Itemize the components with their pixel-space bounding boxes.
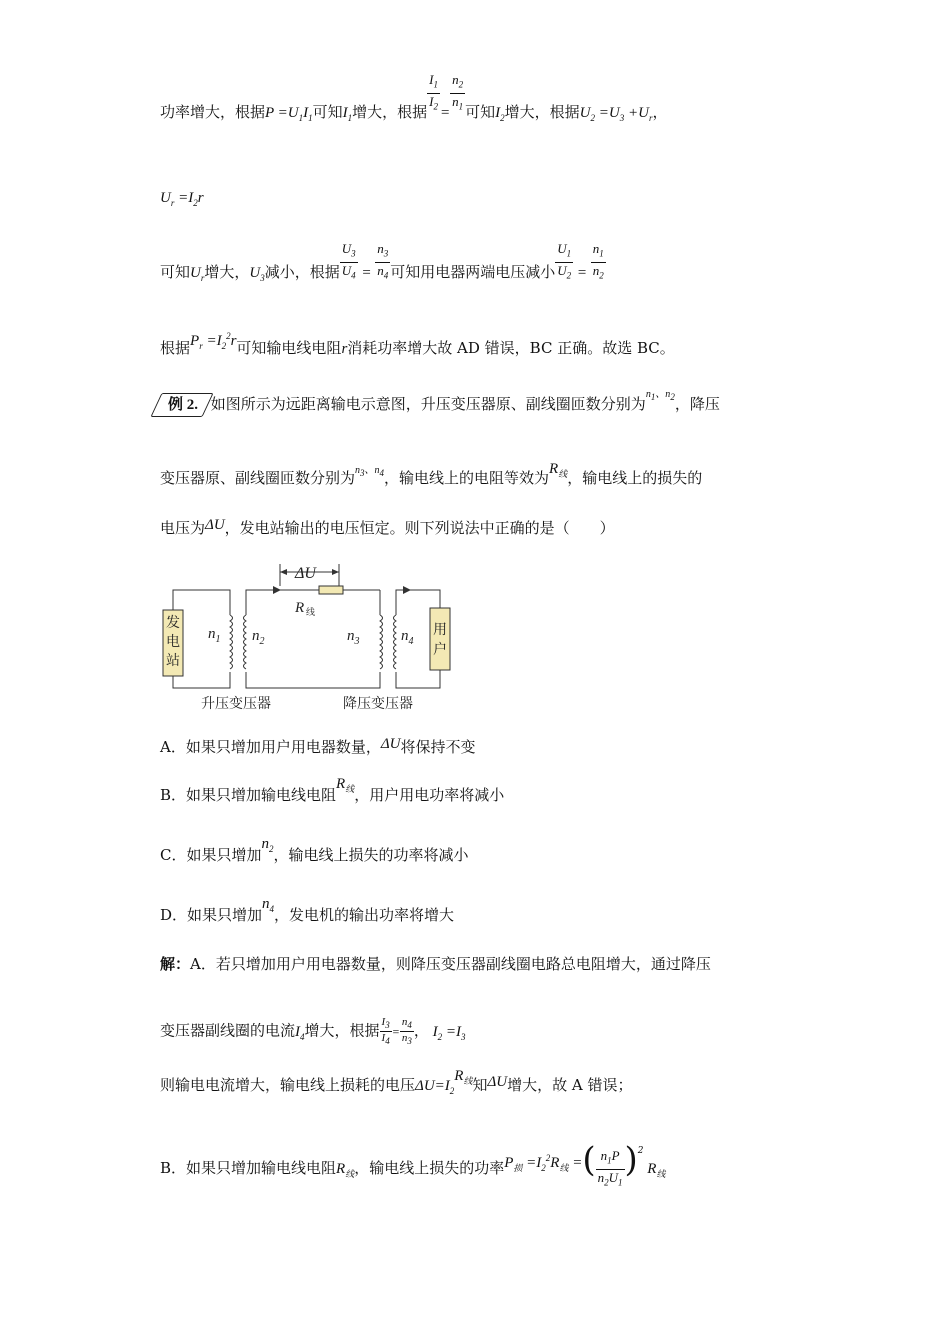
user-label: 用 bbox=[433, 622, 447, 638]
example-line-1: 例 2. 如图所示为远距离输电示意图，升压变压器原、副线圈匝数分别为$^{n_1、n_2}$，降压 bbox=[160, 394, 720, 419]
n3-label: $n_3$ bbox=[347, 628, 360, 647]
frac-u1-u2: $\frac{U_1}{U_2}$ bbox=[557, 240, 572, 281]
eq-ur: $U_r =I_2r$ bbox=[160, 190, 204, 208]
para-1: 功率增大，根据$P =U_1I_1$可知$I_1$增大，根据 $\frac{I_1}{I_2}$ = $\frac{n_2}{n_1}$ 可知$I_2$增大，根据$U_2 =U_3 +U_r$， bbox=[160, 71, 668, 123]
solution-line-3: 则输电电流增大，输电线上损耗的电压$\Delta U=I_2R_线$知ΔU增大，故 A 错误； bbox=[160, 1068, 633, 1096]
svg-text:站: 站 bbox=[166, 653, 180, 669]
delta-u-label: ΔU bbox=[295, 565, 316, 582]
frac-n2-n1: $\frac{n_2}{n_1}$ bbox=[452, 71, 464, 112]
eq-p-u1i1: $P =U_1I_1$ bbox=[265, 105, 313, 123]
n1-label: $n_1$ bbox=[208, 626, 221, 645]
step-down-caption: 降压变压器 bbox=[343, 696, 413, 712]
solution-line-4: B．如果只增加输电线电阻$R_线$，输电线上损失的功率$P_损 =I_2^2R_线$ =( $\frac{n_1P}{n_2U_1}$ )$^2$ $R_线$ bbox=[160, 1140, 666, 1188]
svg-text:线: 线 bbox=[306, 608, 316, 618]
frac-n1-n2: $\frac{n_1}{n_2}$ bbox=[592, 240, 604, 281]
frac-u3-u4: $\frac{U_3}{U_4}$ bbox=[341, 240, 356, 281]
example-line-3: 电压为ΔU，发电站输出的电压恒定。则下列说法中正确的是（ ） bbox=[160, 517, 615, 537]
r-line-label: R bbox=[295, 600, 305, 616]
step-up-caption: 升压变压器 bbox=[201, 696, 271, 712]
frac-n3-n4: $\frac{n_3}{n_4}$ bbox=[377, 240, 389, 281]
resistor bbox=[319, 586, 343, 594]
generator-label: 发 bbox=[166, 615, 180, 631]
eq-u2: $U_2 =U_3 +U_r$ bbox=[579, 105, 653, 123]
para-4: 根据$P_r =I_2^2r$可知输电线电阻r消耗功率增大故 AD 错误，BC 正确。故选 BC。 bbox=[160, 331, 675, 357]
solution-line-2: 变压器副线圈的电流$I_4$增大，根据 $\frac{I_3}{I_4}$ = $\frac{n_4}{n_3}$ ， $I_2 =I_3$ bbox=[160, 1016, 466, 1047]
example-badge: 例 2. bbox=[160, 395, 206, 415]
example-line-2: 变压器原、副线圈匝数分别为$^{n_3、n_4}$，输电线上的电阻等效为$R_线$，输电线上的损失的 bbox=[160, 461, 703, 487]
option-b: B．如果只增加输电线电阻$R_线$，用户用电功率将减小 bbox=[160, 776, 505, 804]
n4-label: $n_4$ bbox=[401, 628, 414, 647]
user-box bbox=[430, 608, 450, 670]
eq-pr: $P_r =I_2^2r$ bbox=[190, 331, 237, 351]
option-c: C．如果只增加$n_2$，输电线上损失的功率将减小 bbox=[160, 836, 469, 864]
para-3: 可知$U_r$增大，$U_3$减小，根据 $\frac{U_3}{U_4}$ = $\frac{n_3}{n_4}$ 可知用电器两端电压减小 $\frac{U_1}{U_2}$ = $\frac{n_1}{n_2}$ bbox=[160, 240, 604, 283]
svg-text:电: 电 bbox=[166, 634, 180, 650]
transmission-diagram bbox=[155, 560, 455, 720]
svg-text:户: 户 bbox=[433, 642, 447, 658]
solution-line-1: 解：A．若只增加用户用电器数量，则降压变压器副线圈电路总电阻增大，通过降压 bbox=[160, 955, 711, 973]
option-d: D．如果只增加$n_4$，发电机的输出功率将增大 bbox=[160, 896, 455, 924]
option-a: A．如果只增加用户用电器数量，ΔU将保持不变 bbox=[160, 736, 476, 756]
n2-label: $n_2$ bbox=[252, 628, 265, 647]
frac-i1-i2: $\frac{I_1}{I_2}$ bbox=[429, 71, 438, 112]
